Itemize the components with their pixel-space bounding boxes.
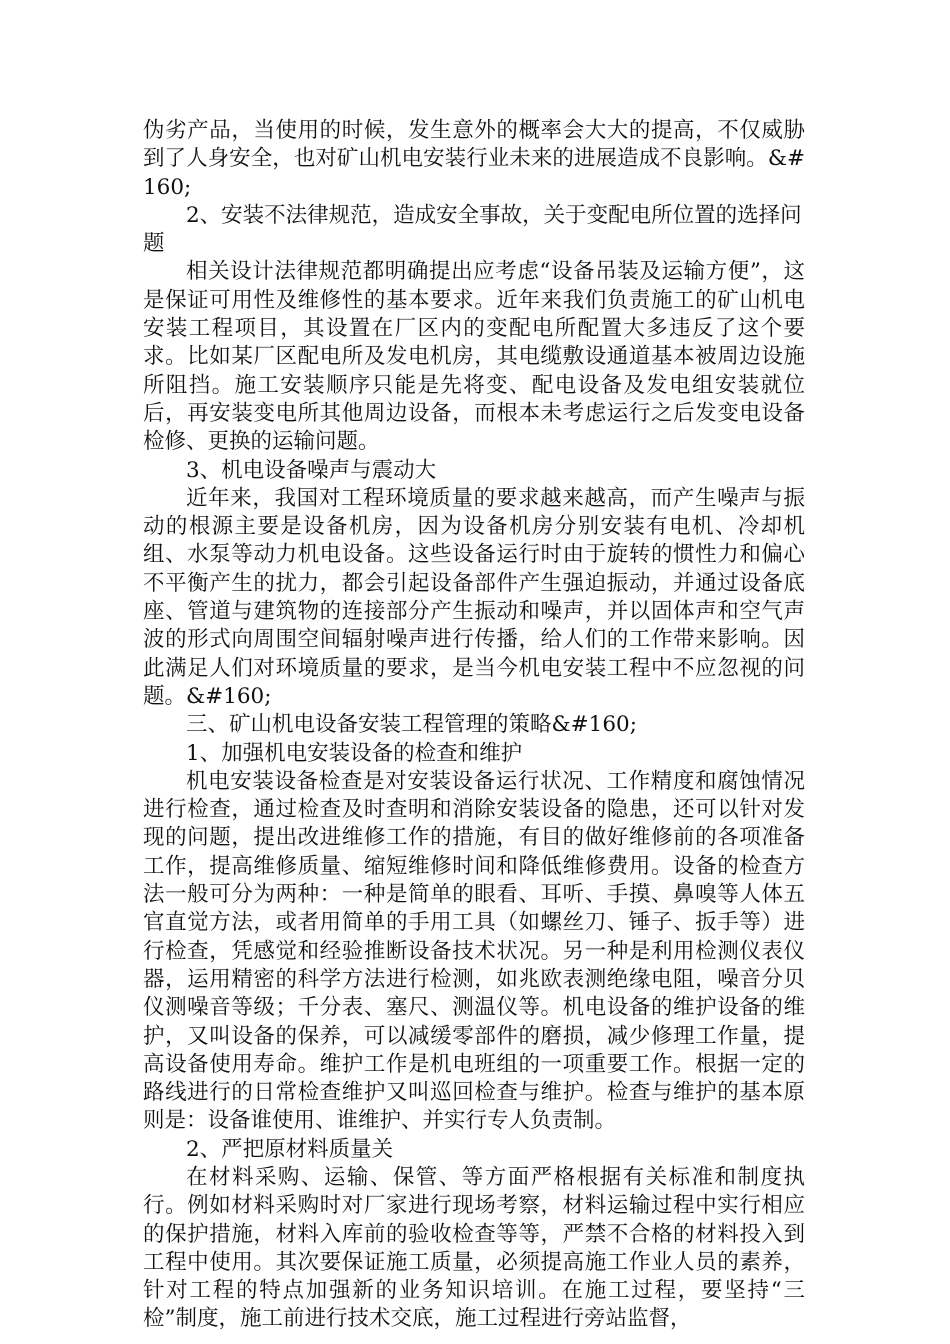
paragraph-body: 机电安装设备检查是对安装设备运行状况、工作精度和腐蚀情况进行检查，通过检查及时查明和消除安装设备的隐患，还可以针对发现的问题，提出改进维修工作的措施，有目的做好维修前的各项准备工作，提高维修质量、缩短维修时间和降低维修费用。设备的检查方法一般可分为两种：一种是简单的眼看、耳听、手摸、鼻嗅等人体五官直觉方法，或者用简单的手用工具（如螺丝刀、锤子、扳手等）进行检查，凭感觉和经验推断设备技术状况。另一种是利用检测仪表仪器，运用精密的科学方法进行检测，如兆欧表测绝缘电阻，噪音分贝仪测噪音等级；千分表、塞尺、测温仪等。机电设备的维护设备的维护，又叫设备的保养，可以减缓零部件的磨损，减少修理工作量，提高设备使用寿命。维护工作是机电班组的一项重要工作。根据一定的路线进行的日常检查维护又叫巡回检查与维护。检查与维护的基本原则是：设备谁使用、谁维护、并实行专人负责制。 (143, 768, 805, 1134)
paragraph-body: 近年来，我国对工程环境质量的要求越来越高，而产生噪声与振动的根源主要是设备机房，因为设备机房分别安装有电机、冷却机组、水泵等动力机电设备。这些设备运行时由于旋转的惯性力和偏心不平衡产生的扰力，都会引起设备部件产生强迫振动，并通过设备底座、管道与建筑物的连接部分产生振动和噪声，并以固体声和空气声波的形式向周围空间辐射噪声进行传播，给人们的工作带来影响。因此满足人们对环境质量的要求，是当今机电安装工程中不应忽视的问题。&#160; (143, 485, 805, 709)
document-page (143, 117, 805, 1334)
paragraph-body: 相关设计法律规范都明确提出应考虑“设备吊装及运输方便”，这是保证可用性及维修性的基本要求。近年来我们负责施工的矿山机电安装工程项目，其设置在厂区内的变配电所配置大多违反了这个要求。比如某厂区配电所及发电机房，其电缆敷设通道基本被周边设施所阻挡。施工安装顺序只能是先将变、配电设备及发电组安装就位后，再安装变电所其他周边设备，而根本未考虑运行之后发变电设备检修、更换的运输问题。 (143, 259, 805, 455)
section-heading-2b: 2、严把原材料质量关 (186, 1136, 394, 1162)
paragraph-body: 在材料采购、运输、保管、等方面严格根据有关标准和制度执行。例如材料采购时对厂家进行现场考察，材料运输过程中实行相应的保护措施，材料入库前的验收检查等等，严禁不合格的材料投入到工程中使用。其次要保证施工质量，必须提高施工作业人员的素养，针对工程的特点加强新的业务知识培训。在施工过程，要坚持“三检”制度，施工前进行技术交底，施工过程进行旁站监督， (143, 1164, 805, 1332)
section-heading-2: 2、安装不法律规范，造成安全事故，关于变配电所位置的选择问题 (143, 202, 802, 257)
chapter-heading-3: 三、矿山机电设备安装工程管理的策略&#160; (186, 712, 637, 738)
paragraph-continuation: 伪劣产品，当使用的时候，发生意外的概率会大大的提高，不仅威胁到了人身安全，也对矿山机电安装行业未来的进展造成不良影响。&#160; (143, 118, 805, 200)
section-heading-3: 3、机电设备噪声与震动大 (186, 457, 437, 483)
section-heading-1: 1、加强机电安装设备的检查和维护 (186, 740, 523, 766)
